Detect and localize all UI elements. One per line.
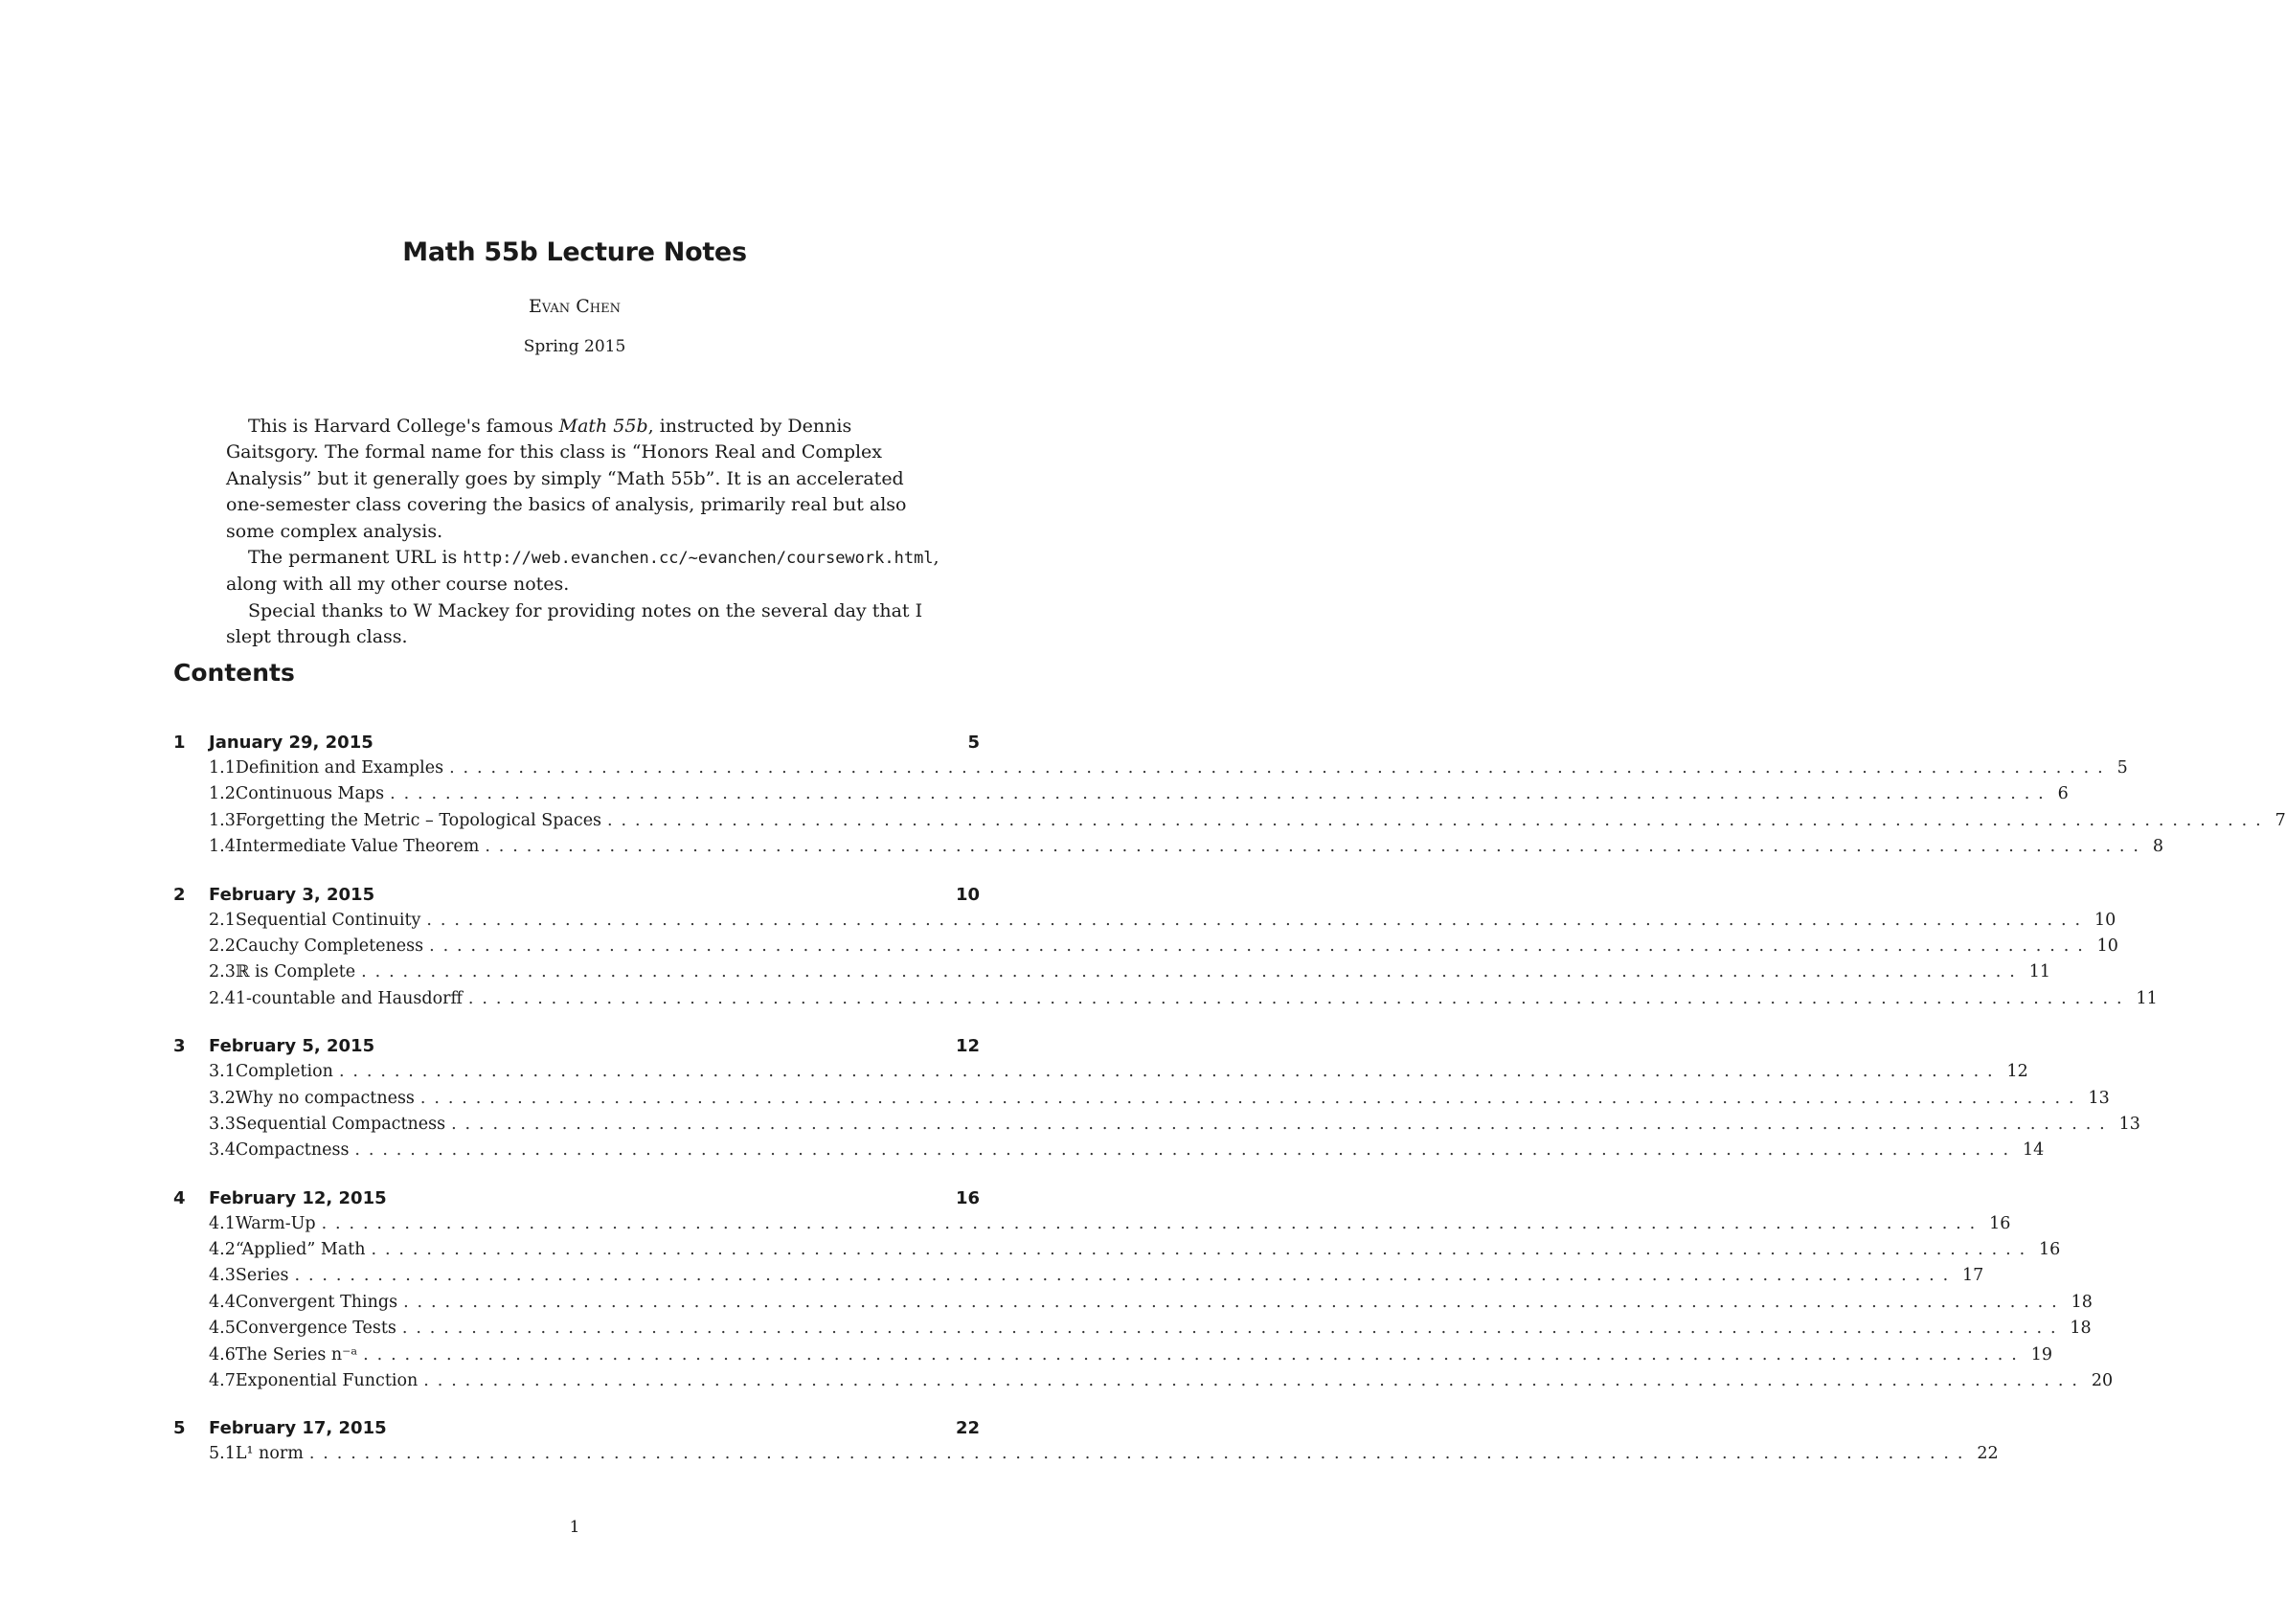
toc-subsection-page: 5 (2116, 758, 2128, 778)
toc-subsection-number: 2.2 (209, 936, 236, 956)
toc-leader-dots: ........................................................................................................................ (354, 1140, 2017, 1161)
toc-subsection-page: 14 (2022, 1140, 2045, 1161)
toc-section-number: 5 (173, 1418, 186, 1439)
toc-leader-dots: ........................................................................................................................ (294, 1266, 1958, 1286)
toc-subsection-page: 8 (2152, 837, 2163, 857)
toc-subsection-title: Continuous Maps (235, 784, 385, 804)
toc-subsection-number: 3.4 (209, 1140, 236, 1161)
toc-leader-dots: ........................................................................................................................ (401, 1319, 2065, 1339)
toc-subsection-title: Sequential Compactness (235, 1114, 446, 1134)
document-date: Spring 2015 (523, 337, 626, 356)
toc-leader-dots: ........................................................................................................................ (390, 784, 2052, 804)
toc-subsection-title: Forgetting the Metric – Topological Spaces (235, 810, 602, 830)
toc-section-page: 16 (955, 1187, 980, 1208)
toc-section-page: 22 (955, 1418, 980, 1439)
toc-subsection-title: Exponential Function (235, 1371, 419, 1391)
toc-section-1[interactable] (173, 733, 980, 758)
toc-leader-dots: ........................................................................................................................ (361, 962, 2024, 982)
toc-subsection-number: 4.4 (209, 1292, 236, 1312)
toc-section-page: 10 (955, 884, 980, 905)
toc-section-number: 1 (173, 733, 186, 753)
toc-subsection-number: 4.5 (209, 1319, 236, 1339)
toc-subsection-3.3[interactable] (173, 1114, 2140, 1140)
toc-subsection-4.7[interactable] (173, 1371, 2114, 1397)
toc-subsection-number: 4.1 (209, 1213, 236, 1233)
toc-subsection-4.5[interactable] (173, 1319, 2092, 1344)
toc-section-page: 12 (955, 1036, 980, 1057)
toc-subsection-title: Cauchy Completeness (235, 936, 424, 956)
abstract-paragraph-2 (226, 545, 944, 598)
toc-subsection-page: 13 (2088, 1088, 2110, 1108)
toc-subsection-page: 18 (2071, 1292, 2093, 1312)
toc-subsection-number: 5.1 (209, 1444, 236, 1464)
toc-subsection-page: 20 (2091, 1371, 2114, 1391)
toc-subsection-1.2[interactable] (173, 784, 2069, 810)
toc-subsection-number: 4.3 (209, 1266, 236, 1286)
toc-subsection-title: Compactness (235, 1140, 350, 1161)
toc-section-title: February 3, 2015 (209, 884, 375, 905)
toc-subsection-2.2[interactable] (173, 936, 2118, 962)
toc-subsection-title: Intermediate Value Theorem (235, 837, 480, 857)
toc-subsection-title: The Series n⁻ᵃ (235, 1344, 358, 1365)
abstract-paragraph-1 (226, 414, 944, 545)
toc-subsection-title: Convergence Tests (235, 1319, 396, 1339)
toc-subsection-title: ℝ is Complete (235, 962, 356, 982)
toc-leader-dots: ........................................................................................................................ (451, 1114, 2114, 1134)
toc-section-title: February 17, 2015 (209, 1418, 387, 1439)
document-title: Math 55b Lecture Notes (402, 237, 747, 267)
toc-subsection-1.1[interactable] (173, 758, 2128, 784)
toc-subsection-page: 13 (2118, 1114, 2140, 1134)
toc-section-2[interactable] (173, 885, 980, 911)
toc-subsection-page: 6 (2057, 784, 2069, 804)
page-number: 1 (569, 1518, 580, 1537)
toc-subsection-1.4[interactable] (173, 837, 2163, 863)
toc-subsection-number: 3.2 (209, 1088, 236, 1108)
toc-subsection-page: 7 (2275, 810, 2286, 830)
toc-subsection-page: 12 (2006, 1062, 2028, 1082)
toc-subsection-4.4[interactable] (173, 1292, 2093, 1319)
toc-section-title: February 5, 2015 (209, 1036, 375, 1057)
abstract-text: , instructed by Dennis Gaitsgory. The formal name for this class is “Honors Real and Complex Analysis” but it generally goes by simply “Math 55b”. It is an accelerated one-semester class covering the basics of analysis, primarily real but also some complex analysis. (226, 416, 907, 542)
toc-subsection-3.4[interactable] (173, 1140, 2045, 1166)
toc-subsection-5.1[interactable] (173, 1444, 1999, 1470)
toc-leader-dots: ........................................................................................................................ (485, 837, 2147, 857)
toc-section-4[interactable] (173, 1188, 980, 1214)
toc-leader-dots: ........................................................................................................................ (467, 988, 2131, 1008)
toc-section-3[interactable] (173, 1036, 980, 1062)
abstract (226, 414, 944, 651)
toc-subsection-4.1[interactable] (173, 1213, 2011, 1240)
toc-subsection-title: Series (235, 1266, 289, 1286)
toc-subsection-page: 16 (1989, 1213, 2011, 1233)
abstract-text: , along with all my other course notes. (226, 547, 939, 596)
toc-subsection-1.3[interactable] (173, 810, 2286, 837)
permanent-url-link[interactable]: http://web.evanchen.cc/~evanchen/coursework.html (463, 549, 934, 569)
toc-leader-dots: ........................................................................................................................ (607, 810, 2270, 830)
toc-subsection-4.3[interactable] (173, 1266, 1984, 1292)
toc-subsection-page: 11 (2028, 962, 2050, 982)
toc-subsection-title: Why no compactness (235, 1088, 415, 1108)
toc-leader-dots: ........................................................................................................................ (449, 758, 2112, 778)
toc-subsection-page: 10 (2094, 910, 2116, 930)
toc-subsection-number: 1.1 (209, 758, 236, 778)
author-name: Evan Chen (529, 296, 621, 317)
toc-section-title: February 12, 2015 (209, 1187, 387, 1208)
toc-subsection-number: 1.4 (209, 837, 236, 857)
contents-heading: Contents (173, 659, 295, 687)
toc-leader-dots: ........................................................................................................................ (426, 910, 2089, 930)
toc-leader-dots: ........................................................................................................................ (363, 1344, 2026, 1365)
toc-leader-dots: ........................................................................................................................ (308, 1444, 1972, 1464)
toc-subsection-number: 2.3 (209, 962, 236, 982)
toc-subsection-page: 10 (2096, 936, 2118, 956)
toc-section-number: 2 (173, 884, 186, 905)
toc-leader-dots: ........................................................................................................................ (338, 1062, 2002, 1082)
toc-subsection-page: 22 (1977, 1444, 1999, 1464)
abstract-text: This is Harvard College's famous (248, 416, 559, 437)
toc-section-5[interactable] (173, 1418, 980, 1444)
toc-subsection-number: 2.1 (209, 910, 236, 930)
toc-subsection-title: Definition and Examples (235, 758, 444, 778)
toc-subsection-page: 17 (1962, 1266, 1984, 1286)
toc-leader-dots: ........................................................................................................................ (423, 1371, 2086, 1391)
toc-subsection-number: 4.6 (209, 1344, 236, 1365)
toc-subsection-number: 1.3 (209, 810, 236, 830)
toc-leader-dots: ........................................................................................................................ (371, 1240, 2034, 1260)
toc-leader-dots: ........................................................................................................................ (429, 936, 2092, 956)
toc-subsection-title: Warm-Up (235, 1213, 316, 1233)
toc-subsection-title: “Applied” Math (235, 1240, 366, 1260)
table-of-contents (173, 733, 2286, 1471)
toc-subsection-number: 1.2 (209, 784, 236, 804)
toc-subsection-title: Sequential Continuity (235, 910, 421, 930)
toc-subsection-title: Convergent Things (235, 1292, 398, 1312)
toc-leader-dots: ........................................................................................................................ (403, 1292, 2066, 1312)
toc-subsection-2.3[interactable] (173, 962, 2050, 988)
toc-subsection-4.2[interactable] (173, 1240, 2061, 1266)
toc-section-number: 3 (173, 1036, 186, 1057)
abstract-text: The permanent URL is (248, 547, 464, 569)
toc-subsection-number: 4.2 (209, 1240, 236, 1260)
toc-leader-dots: ........................................................................................................................ (419, 1088, 2083, 1108)
toc-section-page: 5 (967, 733, 980, 753)
toc-subsection-4.6[interactable] (173, 1344, 2052, 1371)
toc-subsection-title: Completion (235, 1062, 333, 1082)
toc-leader-dots: ........................................................................................................................ (321, 1213, 1984, 1233)
toc-subsection-2.4[interactable] (173, 988, 2158, 1015)
toc-subsection-title: 1-countable and Hausdorff (235, 988, 463, 1008)
toc-subsection-2.1[interactable] (173, 910, 2116, 936)
toc-subsection-3.2[interactable] (173, 1088, 2110, 1115)
toc-subsection-number: 3.1 (209, 1062, 236, 1082)
abstract-paragraph-3: Special thanks to W Mackey for providing notes on the several day that I slept through class. (226, 599, 923, 648)
toc-subsection-3.1[interactable] (173, 1062, 2028, 1088)
toc-section-title: January 29, 2015 (209, 733, 373, 753)
toc-subsection-number: 3.3 (209, 1114, 236, 1134)
toc-section-number: 4 (173, 1187, 186, 1208)
toc-subsection-page: 19 (2030, 1344, 2052, 1365)
toc-subsection-page: 18 (2070, 1319, 2092, 1339)
toc-subsection-number: 4.7 (209, 1371, 236, 1391)
course-name-emphasis: Math 55b (558, 416, 648, 437)
toc-subsection-number: 2.4 (209, 988, 236, 1008)
toc-subsection-page: 16 (2039, 1240, 2061, 1260)
toc-subsection-title: L¹ norm (235, 1444, 304, 1464)
toc-subsection-page: 11 (2136, 988, 2158, 1008)
